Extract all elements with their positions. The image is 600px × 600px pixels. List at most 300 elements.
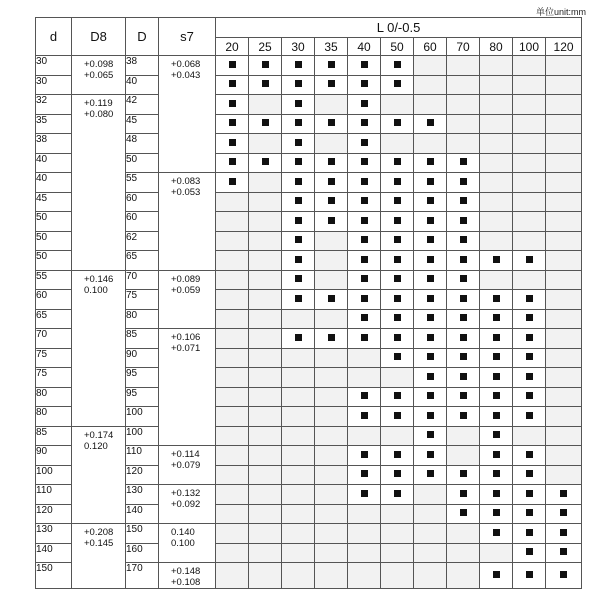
length-header-20: 20 <box>216 38 249 56</box>
length-cell-25 <box>249 114 282 134</box>
available-mark-icon <box>526 314 533 321</box>
available-mark-icon <box>394 314 401 321</box>
length-cell-50 <box>381 212 414 232</box>
tolerance-lower: +0.080 <box>84 109 114 120</box>
length-cell-60 <box>414 329 447 349</box>
length-cell-120 <box>546 251 582 271</box>
cell-d8-tolerance <box>72 95 126 271</box>
available-mark-icon <box>361 236 368 243</box>
length-cell-35 <box>315 368 348 388</box>
available-mark-icon <box>427 275 434 282</box>
available-mark-icon <box>460 197 467 204</box>
cell-d: 75 <box>36 348 72 368</box>
available-mark-icon <box>394 275 401 282</box>
tolerance-lower: 0.100 <box>84 284 108 296</box>
cell-D: 160 <box>126 543 159 563</box>
length-cell-50 <box>381 56 414 76</box>
cell-D: 75 <box>126 290 159 310</box>
available-mark-icon <box>526 470 533 477</box>
available-mark-icon <box>295 61 302 68</box>
tolerance-upper: +0.208 <box>84 527 114 538</box>
length-cell-35 <box>315 134 348 154</box>
unit-label: 单位unit:mm <box>535 7 586 17</box>
available-mark-icon <box>460 334 467 341</box>
available-mark-icon <box>493 412 500 419</box>
available-mark-icon <box>493 392 500 399</box>
length-cell-70 <box>447 426 480 446</box>
length-cell-50 <box>381 290 414 310</box>
length-cell-30 <box>282 75 315 95</box>
cell-d: 140 <box>36 543 72 563</box>
available-mark-icon <box>394 334 401 341</box>
available-mark-icon <box>295 119 302 126</box>
available-mark-icon <box>526 334 533 341</box>
available-mark-icon <box>328 217 335 224</box>
length-cell-100 <box>513 290 546 310</box>
tolerance-lower: 0.120 <box>84 440 108 452</box>
available-mark-icon <box>394 61 401 68</box>
cell-s7-tolerance <box>159 56 216 173</box>
length-cell-80 <box>480 75 513 95</box>
available-mark-icon <box>427 236 434 243</box>
cell-d: 40 <box>36 173 72 193</box>
available-mark-icon <box>361 197 368 204</box>
length-cell-40 <box>348 426 381 446</box>
length-cell-40 <box>348 368 381 388</box>
length-cell-25 <box>249 231 282 251</box>
length-cell-60 <box>414 153 447 173</box>
dimension-table <box>35 17 582 589</box>
length-cell-40 <box>348 387 381 407</box>
cell-D: 55 <box>126 173 159 193</box>
length-cell-20 <box>216 407 249 427</box>
length-cell-25 <box>249 465 282 485</box>
length-cell-20 <box>216 446 249 466</box>
length-cell-50 <box>381 563 414 589</box>
length-cell-70 <box>447 75 480 95</box>
length-cell-30 <box>282 543 315 563</box>
length-cell-25 <box>249 563 282 589</box>
length-cell-50 <box>381 114 414 134</box>
length-cell-30 <box>282 387 315 407</box>
length-cell-80 <box>480 290 513 310</box>
length-cell-100 <box>513 309 546 329</box>
length-cell-100 <box>513 348 546 368</box>
available-mark-icon <box>493 353 500 360</box>
length-cell-40 <box>348 212 381 232</box>
length-cell-100 <box>513 270 546 290</box>
length-cell-70 <box>447 192 480 212</box>
length-cell-120 <box>546 173 582 193</box>
length-cell-35 <box>315 348 348 368</box>
available-mark-icon <box>262 158 269 165</box>
length-cell-30 <box>282 212 315 232</box>
cell-d: 150 <box>36 563 72 589</box>
available-mark-icon <box>328 158 335 165</box>
table-row <box>36 56 582 76</box>
available-mark-icon <box>493 256 500 263</box>
length-header-60: 60 <box>414 38 447 56</box>
length-cell-40 <box>348 329 381 349</box>
available-mark-icon <box>427 217 434 224</box>
length-cell-50 <box>381 75 414 95</box>
cell-D: 120 <box>126 465 159 485</box>
available-mark-icon <box>394 392 401 399</box>
tolerance-upper: +0.132 <box>171 488 201 499</box>
cell-d: 50 <box>36 251 72 271</box>
length-cell-35 <box>315 524 348 544</box>
header-d: d <box>36 18 72 56</box>
length-cell-20 <box>216 329 249 349</box>
length-cell-50 <box>381 446 414 466</box>
available-mark-icon <box>526 392 533 399</box>
available-mark-icon <box>295 80 302 87</box>
length-cell-20 <box>216 485 249 505</box>
cell-D: 80 <box>126 309 159 329</box>
available-mark-icon <box>460 412 467 419</box>
length-cell-80 <box>480 465 513 485</box>
length-cell-40 <box>348 504 381 524</box>
length-cell-80 <box>480 134 513 154</box>
length-header-50: 50 <box>381 38 414 56</box>
cell-d: 100 <box>36 465 72 485</box>
length-cell-30 <box>282 504 315 524</box>
length-cell-120 <box>546 329 582 349</box>
available-mark-icon <box>460 275 467 282</box>
length-cell-120 <box>546 56 582 76</box>
available-mark-icon <box>229 119 236 126</box>
length-cell-25 <box>249 56 282 76</box>
length-cell-30 <box>282 192 315 212</box>
length-cell-20 <box>216 212 249 232</box>
cell-D: 95 <box>126 387 159 407</box>
cell-d: 60 <box>36 290 72 310</box>
available-mark-icon <box>460 392 467 399</box>
cell-s7-tolerance <box>159 329 216 446</box>
available-mark-icon <box>460 490 467 497</box>
length-cell-70 <box>447 348 480 368</box>
length-cell-40 <box>348 192 381 212</box>
length-cell-20 <box>216 231 249 251</box>
available-mark-icon <box>427 119 434 126</box>
tolerance-lower: +0.071 <box>171 343 201 354</box>
length-cell-40 <box>348 114 381 134</box>
length-cell-50 <box>381 173 414 193</box>
length-cell-40 <box>348 290 381 310</box>
available-mark-icon <box>295 236 302 243</box>
available-mark-icon <box>361 392 368 399</box>
length-cell-100 <box>513 485 546 505</box>
length-cell-120 <box>546 543 582 563</box>
cell-d: 75 <box>36 368 72 388</box>
cell-D: 50 <box>126 153 159 173</box>
length-cell-70 <box>447 524 480 544</box>
header-s7: s7 <box>159 18 216 56</box>
length-cell-50 <box>381 329 414 349</box>
length-cell-70 <box>447 231 480 251</box>
length-cell-25 <box>249 95 282 115</box>
length-header-100: 100 <box>513 38 546 56</box>
length-cell-60 <box>414 290 447 310</box>
length-cell-70 <box>447 173 480 193</box>
length-cell-100 <box>513 192 546 212</box>
length-cell-70 <box>447 446 480 466</box>
length-cell-120 <box>546 114 582 134</box>
table-row <box>36 524 582 544</box>
length-cell-40 <box>348 231 381 251</box>
available-mark-icon <box>394 490 401 497</box>
cell-D: 150 <box>126 524 159 544</box>
cell-D: 60 <box>126 192 159 212</box>
available-mark-icon <box>361 100 368 107</box>
length-cell-100 <box>513 465 546 485</box>
length-cell-100 <box>513 524 546 544</box>
length-cell-80 <box>480 543 513 563</box>
available-mark-icon <box>493 490 500 497</box>
length-cell-60 <box>414 56 447 76</box>
header-length: L 0/-0.5 <box>216 18 582 38</box>
available-mark-icon <box>460 178 467 185</box>
available-mark-icon <box>427 178 434 185</box>
length-cell-40 <box>348 446 381 466</box>
length-cell-20 <box>216 387 249 407</box>
length-cell-120 <box>546 309 582 329</box>
available-mark-icon <box>493 571 500 578</box>
length-cell-25 <box>249 387 282 407</box>
tolerance-upper: +0.083 <box>171 176 201 187</box>
available-mark-icon <box>229 178 236 185</box>
length-cell-35 <box>315 153 348 173</box>
available-mark-icon <box>295 256 302 263</box>
available-mark-icon <box>427 295 434 302</box>
length-cell-60 <box>414 192 447 212</box>
length-cell-35 <box>315 95 348 115</box>
length-cell-120 <box>546 426 582 446</box>
length-cell-40 <box>348 485 381 505</box>
available-mark-icon <box>526 509 533 516</box>
available-mark-icon <box>361 490 368 497</box>
length-cell-80 <box>480 504 513 524</box>
cell-d: 80 <box>36 407 72 427</box>
length-cell-50 <box>381 387 414 407</box>
available-mark-icon <box>460 470 467 477</box>
header-d8: D8 <box>72 18 126 56</box>
length-cell-70 <box>447 212 480 232</box>
available-mark-icon <box>394 197 401 204</box>
cell-D: 140 <box>126 504 159 524</box>
cell-d: 65 <box>36 309 72 329</box>
cell-d: 70 <box>36 329 72 349</box>
length-cell-50 <box>381 465 414 485</box>
length-cell-35 <box>315 251 348 271</box>
length-cell-80 <box>480 309 513 329</box>
length-cell-35 <box>315 426 348 446</box>
length-cell-25 <box>249 446 282 466</box>
length-cell-25 <box>249 348 282 368</box>
length-cell-35 <box>315 114 348 134</box>
cell-d: 110 <box>36 485 72 505</box>
cell-D: 90 <box>126 348 159 368</box>
available-mark-icon <box>361 314 368 321</box>
tolerance-lower: +0.079 <box>171 460 201 471</box>
length-header-35: 35 <box>315 38 348 56</box>
length-cell-40 <box>348 270 381 290</box>
tolerance-upper: +0.148 <box>171 566 201 577</box>
length-cell-70 <box>447 114 480 134</box>
length-cell-60 <box>414 309 447 329</box>
length-cell-35 <box>315 504 348 524</box>
length-cell-60 <box>414 446 447 466</box>
length-cell-60 <box>414 251 447 271</box>
length-cell-50 <box>381 95 414 115</box>
available-mark-icon <box>394 470 401 477</box>
available-mark-icon <box>427 412 434 419</box>
cell-d: 32 <box>36 95 72 115</box>
length-cell-30 <box>282 563 315 589</box>
length-cell-70 <box>447 290 480 310</box>
available-mark-icon <box>493 314 500 321</box>
available-mark-icon <box>295 275 302 282</box>
length-cell-20 <box>216 563 249 589</box>
available-mark-icon <box>328 61 335 68</box>
available-mark-icon <box>229 139 236 146</box>
length-cell-40 <box>348 543 381 563</box>
available-mark-icon <box>394 412 401 419</box>
cell-D: 100 <box>126 407 159 427</box>
length-header-80: 80 <box>480 38 513 56</box>
length-cell-35 <box>315 192 348 212</box>
length-cell-35 <box>315 543 348 563</box>
length-cell-50 <box>381 485 414 505</box>
length-cell-100 <box>513 114 546 134</box>
length-cell-50 <box>381 524 414 544</box>
length-cell-120 <box>546 270 582 290</box>
available-mark-icon <box>394 256 401 263</box>
cell-d: 50 <box>36 212 72 232</box>
length-cell-60 <box>414 75 447 95</box>
cell-d: 80 <box>36 387 72 407</box>
available-mark-icon <box>361 275 368 282</box>
length-cell-40 <box>348 173 381 193</box>
available-mark-icon <box>394 119 401 126</box>
length-cell-25 <box>249 407 282 427</box>
length-cell-80 <box>480 446 513 466</box>
length-cell-40 <box>348 563 381 589</box>
length-cell-30 <box>282 485 315 505</box>
available-mark-icon <box>493 529 500 536</box>
length-cell-20 <box>216 290 249 310</box>
length-cell-35 <box>315 465 348 485</box>
length-cell-50 <box>381 134 414 154</box>
length-cell-60 <box>414 173 447 193</box>
cell-D: 100 <box>126 426 159 446</box>
length-cell-35 <box>315 290 348 310</box>
length-cell-100 <box>513 504 546 524</box>
length-cell-40 <box>348 56 381 76</box>
available-mark-icon <box>361 470 368 477</box>
length-header-30: 30 <box>282 38 315 56</box>
available-mark-icon <box>427 314 434 321</box>
length-cell-60 <box>414 134 447 154</box>
available-mark-icon <box>328 178 335 185</box>
length-cell-25 <box>249 212 282 232</box>
cell-s7-tolerance <box>159 173 216 271</box>
length-cell-120 <box>546 153 582 173</box>
cell-D: 45 <box>126 114 159 134</box>
tolerance-upper: +0.119 <box>84 98 113 109</box>
length-cell-20 <box>216 114 249 134</box>
cell-d8-tolerance <box>72 524 126 589</box>
length-cell-30 <box>282 270 315 290</box>
tolerance-lower: 0.100 <box>171 538 195 549</box>
length-cell-35 <box>315 485 348 505</box>
available-mark-icon <box>394 178 401 185</box>
length-cell-50 <box>381 543 414 563</box>
available-mark-icon <box>328 119 335 126</box>
length-cell-100 <box>513 153 546 173</box>
length-cell-60 <box>414 270 447 290</box>
length-cell-50 <box>381 231 414 251</box>
length-cell-30 <box>282 309 315 329</box>
tolerance-upper: +0.114 <box>171 449 200 460</box>
length-cell-25 <box>249 329 282 349</box>
length-cell-35 <box>315 329 348 349</box>
length-cell-20 <box>216 309 249 329</box>
length-cell-120 <box>546 563 582 589</box>
length-cell-20 <box>216 251 249 271</box>
available-mark-icon <box>526 353 533 360</box>
length-cell-30 <box>282 407 315 427</box>
length-cell-60 <box>414 348 447 368</box>
available-mark-icon <box>560 571 567 578</box>
length-cell-100 <box>513 543 546 563</box>
available-mark-icon <box>526 529 533 536</box>
length-cell-20 <box>216 368 249 388</box>
available-mark-icon <box>427 334 434 341</box>
length-cell-80 <box>480 563 513 589</box>
length-cell-60 <box>414 485 447 505</box>
length-cell-120 <box>546 75 582 95</box>
length-cell-80 <box>480 270 513 290</box>
available-mark-icon <box>361 139 368 146</box>
cell-D: 110 <box>126 446 159 466</box>
length-cell-50 <box>381 426 414 446</box>
available-mark-icon <box>361 217 368 224</box>
length-cell-20 <box>216 465 249 485</box>
available-mark-icon <box>361 256 368 263</box>
available-mark-icon <box>427 197 434 204</box>
cell-d: 45 <box>36 192 72 212</box>
table-row <box>36 426 582 446</box>
length-cell-80 <box>480 251 513 271</box>
length-cell-25 <box>249 524 282 544</box>
tolerance-upper: +0.146 <box>84 273 114 285</box>
length-cell-35 <box>315 75 348 95</box>
length-cell-70 <box>447 485 480 505</box>
length-cell-80 <box>480 368 513 388</box>
length-cell-100 <box>513 563 546 589</box>
length-cell-30 <box>282 153 315 173</box>
cell-s7-tolerance <box>159 524 216 563</box>
length-cell-40 <box>348 524 381 544</box>
length-cell-40 <box>348 75 381 95</box>
length-cell-40 <box>348 348 381 368</box>
length-cell-120 <box>546 407 582 427</box>
available-mark-icon <box>526 295 533 302</box>
available-mark-icon <box>394 451 401 458</box>
available-mark-icon <box>560 529 567 536</box>
available-mark-icon <box>361 178 368 185</box>
